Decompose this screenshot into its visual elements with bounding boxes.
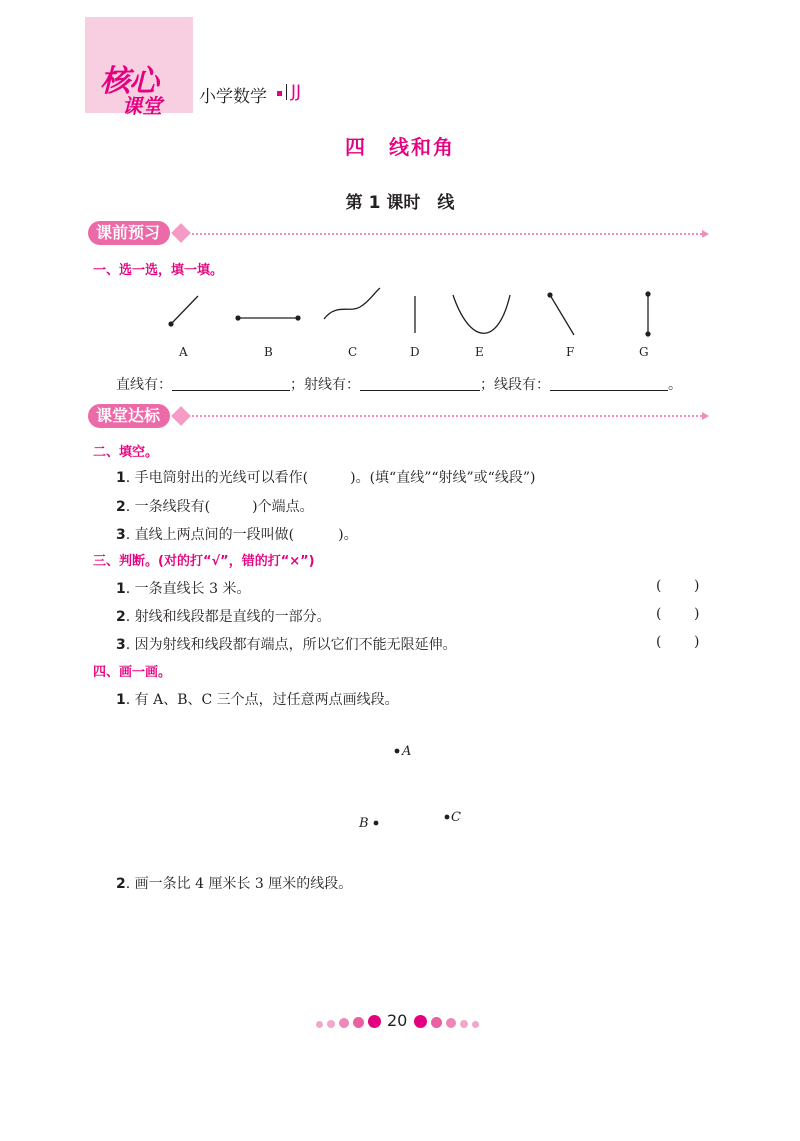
section-heading-2: 二、填空。 [93, 445, 159, 460]
question-text: . 有 A、B、C 三个点，过任意两点画线段。 [125, 692, 399, 708]
figure-label-g: G [639, 345, 649, 359]
line-figures [160, 285, 680, 365]
page-dots-right [414, 1015, 483, 1028]
point-a [395, 749, 400, 754]
header-separator-bar [286, 84, 287, 100]
figure-label-c: C [348, 345, 358, 359]
figure-label-a: A [179, 345, 188, 359]
judge-question-3 [116, 634, 457, 654]
ray-answer-blank[interactable] [360, 377, 480, 391]
answer-paren-open: ( [656, 634, 662, 650]
answer-paren-close: ) [694, 634, 700, 650]
fill-answer-line [116, 374, 682, 394]
figure-b-segment [235, 315, 300, 320]
question-number: 1 [116, 470, 126, 486]
figure-c-curve [324, 288, 380, 319]
question-text: )。(填“直线”“射线”或“线段”) [350, 470, 536, 486]
fill-question-1 [116, 467, 535, 487]
dotted-divider [192, 415, 702, 417]
logo-text-sub: 课堂 [122, 94, 162, 118]
fill-end-mark: 。 [668, 377, 682, 393]
header-subject: 小学数学 [199, 87, 267, 107]
question-number: 2 [116, 609, 126, 625]
question-text: . 射线和线段都是直线的一部分。 [125, 609, 331, 625]
point-c [445, 815, 450, 820]
question-number: 2 [116, 499, 126, 515]
question-text: )个端点。 [252, 499, 314, 515]
point-label-c: C [451, 810, 461, 825]
segment-answer-blank[interactable] [550, 377, 668, 391]
judge-answer-box[interactable] [664, 606, 694, 624]
answer-paren-close: ) [694, 606, 700, 622]
page-number: 20 [387, 1011, 408, 1030]
point-label-a: A [402, 744, 412, 759]
question-text: . 因为射线和线段都有端点，所以它们不能无限延伸。 [125, 637, 457, 653]
section-heading-3: 三、判断。(对的打“√”，错的打“×”) [93, 554, 315, 569]
section-heading-4: 四、画一画。 [93, 665, 172, 680]
line-label: 直线有： [116, 377, 172, 393]
figure-e-curve [453, 295, 510, 333]
point-label-b: B [359, 816, 369, 831]
question-number: 2 [116, 876, 126, 892]
answer-paren-close: ) [694, 578, 700, 594]
answer-paren-open: ( [656, 578, 662, 594]
draw-question-2 [116, 873, 352, 893]
question-number: 1 [116, 581, 126, 597]
fill-question-2 [116, 496, 314, 516]
header-edition: JJ [291, 82, 302, 102]
question-text: . 画一条比 4 厘米长 3 厘米的线段。 [125, 876, 353, 892]
question-text: . 直线上两点间的一段叫做( [125, 527, 295, 543]
figure-g-segment [645, 291, 650, 336]
judge-question-1 [116, 578, 250, 598]
figure-label-d: D [410, 345, 420, 359]
point-b [374, 821, 379, 826]
banner-arrow-icon [171, 406, 191, 426]
figure-f-ray [547, 292, 574, 335]
lesson-title: 第 1 课时 线 [345, 193, 455, 213]
header-separator-square [277, 91, 282, 96]
judge-question-2 [116, 606, 331, 626]
ray-label: ；射线有： [290, 377, 360, 393]
judge-answer-box[interactable] [664, 578, 694, 596]
banner-classwork: 课堂达标 [88, 404, 170, 428]
logo-text-main: 核心 [100, 64, 158, 99]
chapter-title: 四 线和角 [345, 135, 455, 159]
line-answer-blank[interactable] [172, 377, 290, 391]
question-number: 1 [116, 692, 126, 708]
figure-label-b: B [264, 345, 273, 359]
figure-label-e: E [475, 345, 484, 359]
answer-paren-open: ( [656, 606, 662, 622]
question-number: 3 [116, 637, 126, 653]
segment-label: ；线段有： [480, 377, 550, 393]
dotted-divider [192, 233, 702, 235]
question-number: 3 [116, 527, 126, 543]
judge-answer-box[interactable] [664, 634, 694, 652]
draw-question-1 [116, 689, 399, 709]
banner-arrow-icon [171, 223, 191, 243]
question-text: . 一条线段有( [125, 499, 211, 515]
fill-question-3 [116, 524, 358, 544]
question-text: . 手电筒射出的光线可以看作( [125, 470, 309, 486]
banner-preview: 课前预习 [88, 221, 170, 245]
figure-a-ray [168, 296, 198, 327]
section-heading-1: 一、选一选，填一填。 [93, 263, 224, 278]
arrow-right-icon [702, 230, 709, 238]
question-text: )。 [338, 527, 358, 543]
arrow-right-icon [702, 412, 709, 420]
figure-label-f: F [566, 345, 575, 359]
question-text: . 一条直线长 3 米。 [125, 581, 251, 597]
page-dots-left [316, 1015, 385, 1028]
